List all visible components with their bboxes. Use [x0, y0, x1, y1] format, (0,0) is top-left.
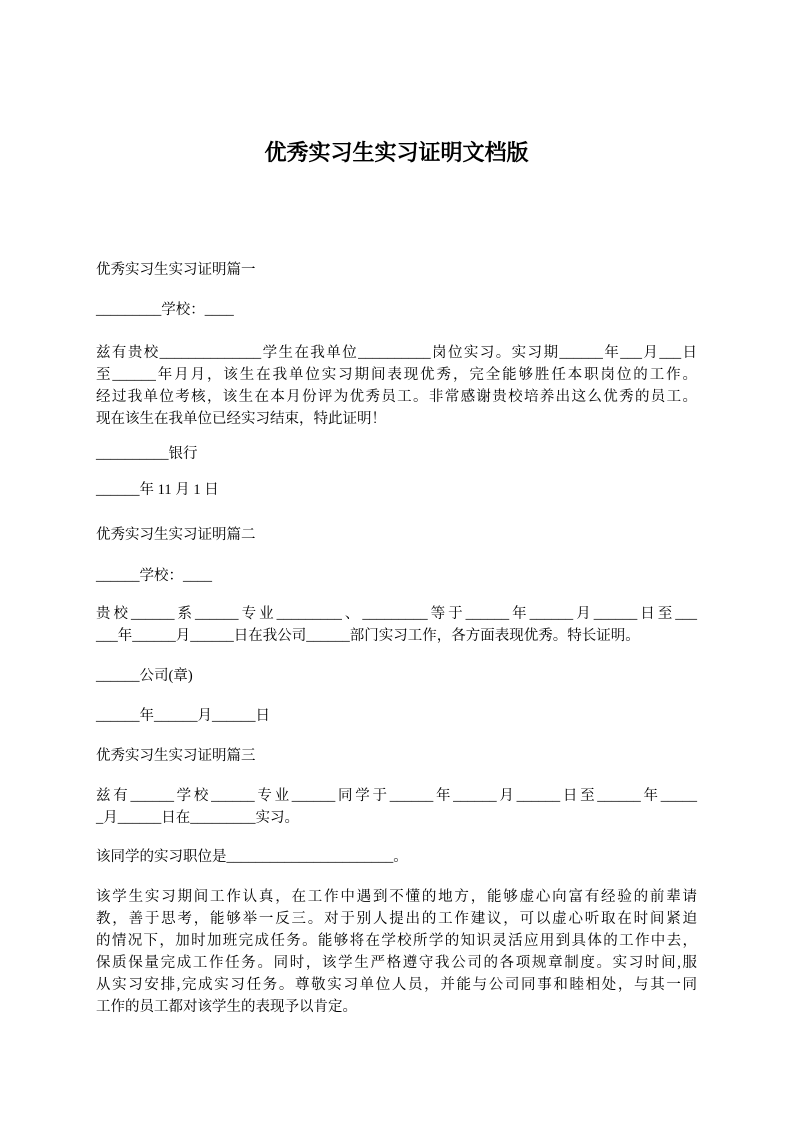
line: ___年______月______日在我公司______部门实习工作，各方面表现优秀。特长证明。	[96, 628, 640, 644]
certificate-body-2	[96, 603, 697, 647]
line: 该学生实习期间工作认真，在工作中遇到不懂的地方，能够虚心向富有经验的前辈请	[96, 889, 697, 905]
certificate-body-3	[96, 785, 697, 829]
line: 从实习安排,完成实习任务。尊敬实习单位人员，并能与公司同事和睦相处，与其一同	[96, 977, 697, 993]
line: 工作的员工都对该学生的表现予以肯定。	[96, 999, 357, 1015]
date-line-1	[96, 479, 697, 501]
line: _________学校：____	[96, 302, 234, 318]
position-line	[96, 846, 697, 868]
signature-bank	[96, 443, 697, 465]
line: 优秀实习生实习证明篇一	[96, 262, 256, 278]
line: 兹有贵校______________学生在我单位__________岗位实习。实习期______年___月___日	[96, 345, 697, 361]
line: 该同学的实习职位是_______________________。	[96, 849, 408, 865]
evaluation-paragraph	[96, 886, 697, 1018]
line: 现在该生在我单位已经实习结束，特此证明！	[96, 411, 386, 427]
line: 优秀实习生实习证明篇三	[96, 748, 256, 764]
school-line	[96, 299, 697, 321]
line: 优秀实习生实习证明篇二	[96, 527, 256, 543]
certificate-body-1	[96, 342, 697, 430]
signature-company	[96, 665, 697, 687]
line: 保质保量完成工作任务。同时，该学生严格遵守我公司的各项规章制度。实习时间,服	[96, 955, 697, 971]
section-heading-2	[96, 524, 697, 546]
line: __________银行	[96, 446, 198, 462]
document-title: 优秀实习生实习证明文档版	[264, 141, 529, 166]
line: ______年 11 月 1 日	[96, 482, 219, 498]
line: 兹有______学校______专业______同学于______年______月______日至______年_____	[96, 788, 697, 804]
line: 至______年月月，该生在我单位实习期间表现优秀，完全能够胜任本职岗位的工作。	[96, 367, 697, 383]
line: ______学校：____	[96, 568, 212, 584]
line: ______年______月______日	[96, 708, 270, 724]
section-heading-3	[96, 745, 697, 767]
line: _月______日在_________实习。	[96, 810, 299, 826]
line: 贵校______系______专业_________、_________等于______年______月______日至___	[96, 606, 697, 622]
line: 教，善于思考，能够举一反三。对于别人提出的工作建议，可以虚心听取在时间紧迫	[96, 911, 697, 927]
line: ______公司(章)	[96, 668, 193, 684]
date-line-2	[96, 705, 697, 727]
line: 的情况下，加时加班完成任务。能够将在学校所学的知识灵活应用到具体的工作中去，	[96, 933, 697, 949]
school-line-2	[96, 565, 697, 587]
section-heading-1	[96, 259, 697, 281]
line: 经过我单位考核，该生在本月份评为优秀员工。非常感谢贵校培养出这么优秀的员工。	[96, 389, 697, 405]
